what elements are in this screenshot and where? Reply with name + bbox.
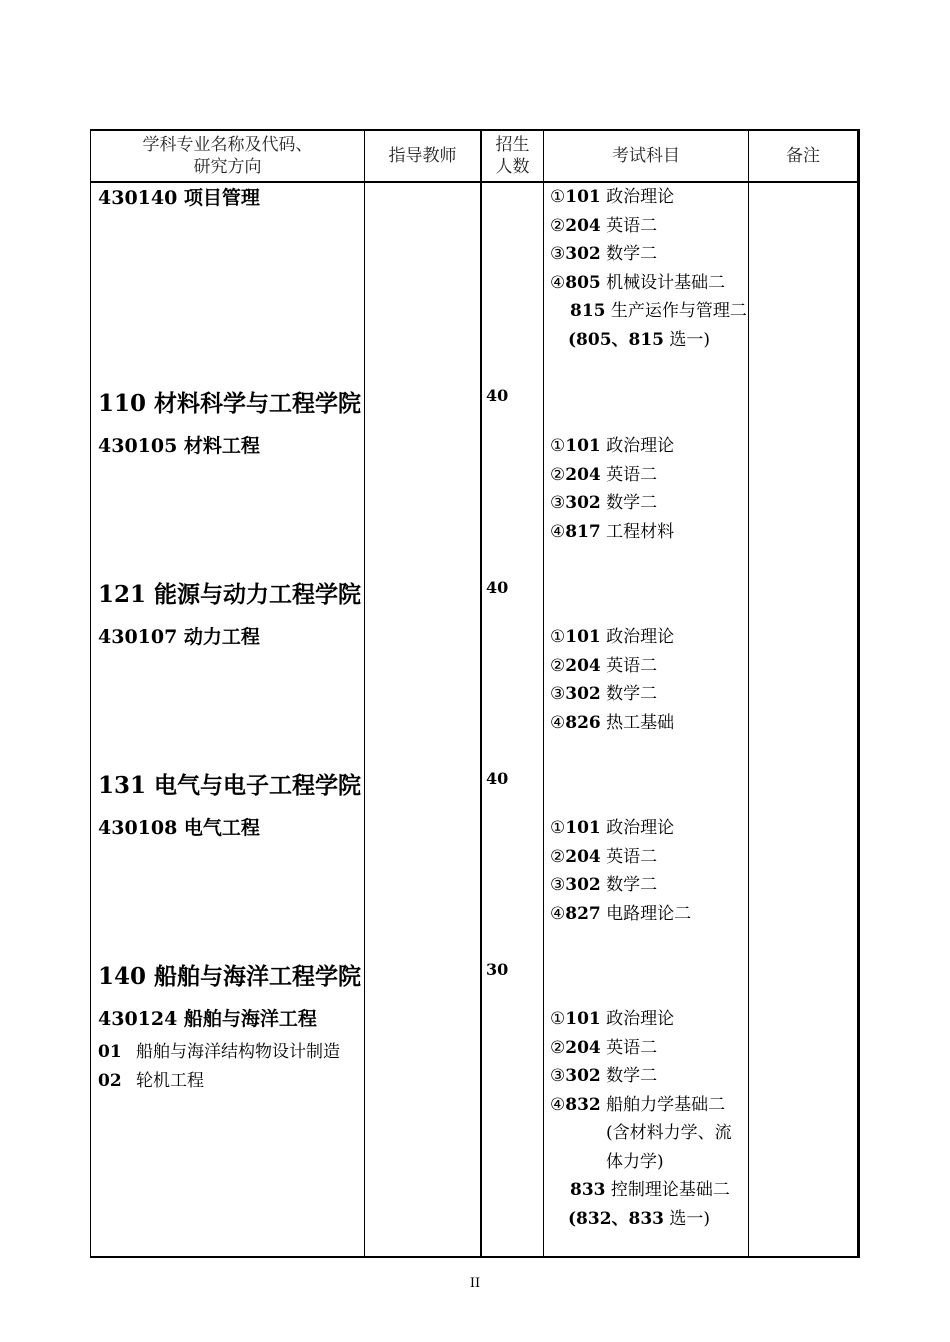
page-number: II bbox=[469, 1276, 481, 1291]
exam-code: (832、833 bbox=[568, 1208, 665, 1229]
header-exam-subjects: 考试科目 bbox=[612, 146, 680, 166]
exam-index: ① bbox=[550, 1009, 566, 1029]
exam-code: 204 bbox=[565, 464, 601, 485]
exam-index: ② bbox=[550, 846, 566, 867]
exam-code: 101 bbox=[565, 436, 601, 456]
column-divider bbox=[748, 129, 749, 1258]
major-title: 430108 电气工程 bbox=[98, 817, 260, 839]
exam-index: ③ bbox=[550, 684, 566, 704]
quota-value: 30 bbox=[486, 960, 509, 979]
exam-code: 101 bbox=[565, 1009, 601, 1029]
exam-index: ③ bbox=[550, 493, 566, 513]
exam-subject bbox=[550, 297, 747, 326]
column-divider bbox=[480, 129, 482, 1258]
exam-index: ① bbox=[550, 627, 566, 647]
exam-list bbox=[550, 183, 747, 354]
exam-index: ④ bbox=[550, 1094, 566, 1115]
exam-code: 204 bbox=[565, 1037, 601, 1058]
header-supervisor: 指导教师 bbox=[388, 146, 457, 166]
exam-code: 826 bbox=[565, 712, 601, 733]
exam-index: ③ bbox=[550, 244, 566, 264]
exam-subject bbox=[550, 432, 674, 461]
exam-code: 805 bbox=[565, 272, 601, 293]
exam-name: 数学二 bbox=[606, 493, 658, 513]
exam-subject bbox=[550, 240, 747, 269]
exam-code: 101 bbox=[565, 818, 601, 838]
college-title: 131 电气与电子工程学院 bbox=[98, 772, 362, 799]
exam-list bbox=[550, 1005, 732, 1233]
exam-subject bbox=[550, 652, 674, 681]
exam-subject bbox=[550, 1005, 732, 1034]
exam-code: 302 bbox=[565, 684, 601, 704]
exam-code: 302 bbox=[565, 1066, 601, 1086]
header-remarks: 备注 bbox=[786, 146, 820, 166]
major-title: 430107 动力工程 bbox=[98, 626, 260, 648]
exam-subject bbox=[550, 709, 674, 738]
exam-name: 电路理论二 bbox=[606, 903, 692, 924]
exam-code: 833 bbox=[570, 1180, 606, 1200]
exam-subject bbox=[550, 183, 747, 212]
exam-name: 数学二 bbox=[606, 244, 658, 264]
quota-value: 40 bbox=[486, 386, 509, 405]
major-title: 430105 材料工程 bbox=[98, 435, 260, 457]
exam-list bbox=[550, 432, 674, 546]
exam-index: ① bbox=[550, 818, 566, 838]
exam-code: 302 bbox=[565, 493, 601, 513]
exam-subject bbox=[550, 1119, 732, 1148]
exam-name: 工程材料 bbox=[606, 521, 675, 542]
exam-name: 热工基础 bbox=[606, 712, 675, 733]
header-major: 学科专业名称及代码、 研究方向 bbox=[142, 135, 313, 177]
exam-name: 控制理论基础二 bbox=[610, 1180, 730, 1200]
exam-name: 数学二 bbox=[606, 684, 658, 704]
exam-name: 政治理论 bbox=[606, 1009, 675, 1029]
exam-name: 生产运作与管理二 bbox=[610, 301, 747, 321]
exam-code: 815 bbox=[570, 301, 606, 321]
exam-code: (805、815 bbox=[568, 329, 665, 350]
exam-code: 817 bbox=[565, 521, 601, 542]
exam-name: 数学二 bbox=[606, 875, 658, 895]
exam-subject bbox=[550, 680, 674, 709]
exam-subject bbox=[550, 843, 691, 872]
exam-index: ④ bbox=[550, 712, 566, 733]
exam-code: 827 bbox=[565, 903, 601, 924]
exam-subject bbox=[550, 900, 691, 929]
exam-index: ④ bbox=[550, 272, 566, 293]
college-title: 140 船舶与海洋工程学院 bbox=[98, 963, 362, 990]
quota-value: 40 bbox=[486, 578, 509, 597]
exam-name: 英语二 bbox=[606, 1037, 658, 1058]
exam-index: ② bbox=[550, 1037, 566, 1058]
exam-name: 船舶力学基础二 bbox=[606, 1094, 726, 1115]
exam-name: 选一) bbox=[669, 1208, 711, 1229]
exam-subject bbox=[550, 489, 674, 518]
exam-list bbox=[550, 814, 691, 928]
research-direction: 02 轮机工程 bbox=[98, 1071, 204, 1091]
exam-code: 204 bbox=[565, 846, 601, 867]
exam-subject bbox=[550, 212, 747, 241]
exam-subject bbox=[550, 1176, 732, 1205]
header-quota: 招生 人数 bbox=[495, 135, 530, 177]
exam-subject bbox=[550, 814, 691, 843]
exam-index: ④ bbox=[550, 903, 566, 924]
exam-subject bbox=[550, 269, 747, 298]
exam-name: 英语二 bbox=[606, 215, 658, 236]
exam-subject bbox=[550, 1205, 732, 1234]
exam-code: 204 bbox=[565, 655, 601, 676]
exam-index: ④ bbox=[550, 521, 566, 542]
exam-index: ② bbox=[550, 215, 566, 236]
exam-code: 832 bbox=[565, 1094, 601, 1115]
exam-code: 302 bbox=[565, 244, 601, 264]
college-title: 121 能源与动力工程学院 bbox=[98, 581, 362, 608]
exam-name: (含材料力学、流 bbox=[606, 1123, 732, 1143]
exam-name: 英语二 bbox=[606, 846, 658, 867]
exam-subject bbox=[550, 461, 674, 490]
exam-code: 101 bbox=[565, 187, 601, 207]
exam-name: 政治理论 bbox=[606, 627, 675, 647]
exam-subject bbox=[550, 518, 674, 547]
exam-name: 选一) bbox=[669, 329, 711, 350]
major-title: 430140 项目管理 bbox=[98, 187, 260, 209]
exam-name: 体力学) bbox=[606, 1151, 664, 1172]
exam-name: 机械设计基础二 bbox=[606, 272, 726, 293]
major-title: 430124 船舶与海洋工程 bbox=[98, 1008, 317, 1030]
column-divider bbox=[364, 129, 365, 1258]
exam-list bbox=[550, 623, 674, 737]
exam-name: 数学二 bbox=[606, 1066, 658, 1086]
exam-code: 204 bbox=[565, 215, 601, 236]
quota-value: 40 bbox=[486, 769, 509, 788]
exam-code: 302 bbox=[565, 875, 601, 895]
exam-subject bbox=[550, 1062, 732, 1091]
exam-index: ③ bbox=[550, 875, 566, 895]
exam-subject bbox=[550, 623, 674, 652]
exam-index: ③ bbox=[550, 1066, 566, 1086]
exam-index: ① bbox=[550, 187, 566, 207]
exam-subject bbox=[550, 1091, 732, 1120]
column-divider bbox=[543, 129, 544, 1258]
exam-code: 101 bbox=[565, 627, 601, 647]
exam-subject bbox=[550, 871, 691, 900]
exam-name: 政治理论 bbox=[606, 187, 675, 207]
exam-index: ② bbox=[550, 655, 566, 676]
exam-name: 英语二 bbox=[606, 655, 658, 676]
exam-index: ② bbox=[550, 464, 566, 485]
exam-subject bbox=[550, 1034, 732, 1063]
college-title: 110 材料科学与工程学院 bbox=[98, 390, 362, 417]
exam-name: 政治理论 bbox=[606, 436, 675, 456]
exam-name: 政治理论 bbox=[606, 818, 675, 838]
research-direction: 01 船舶与海洋结构物设计制造 bbox=[98, 1042, 340, 1062]
exam-subject bbox=[550, 1148, 732, 1177]
exam-name: 英语二 bbox=[606, 464, 658, 485]
exam-subject bbox=[550, 326, 747, 355]
exam-index: ① bbox=[550, 436, 566, 456]
